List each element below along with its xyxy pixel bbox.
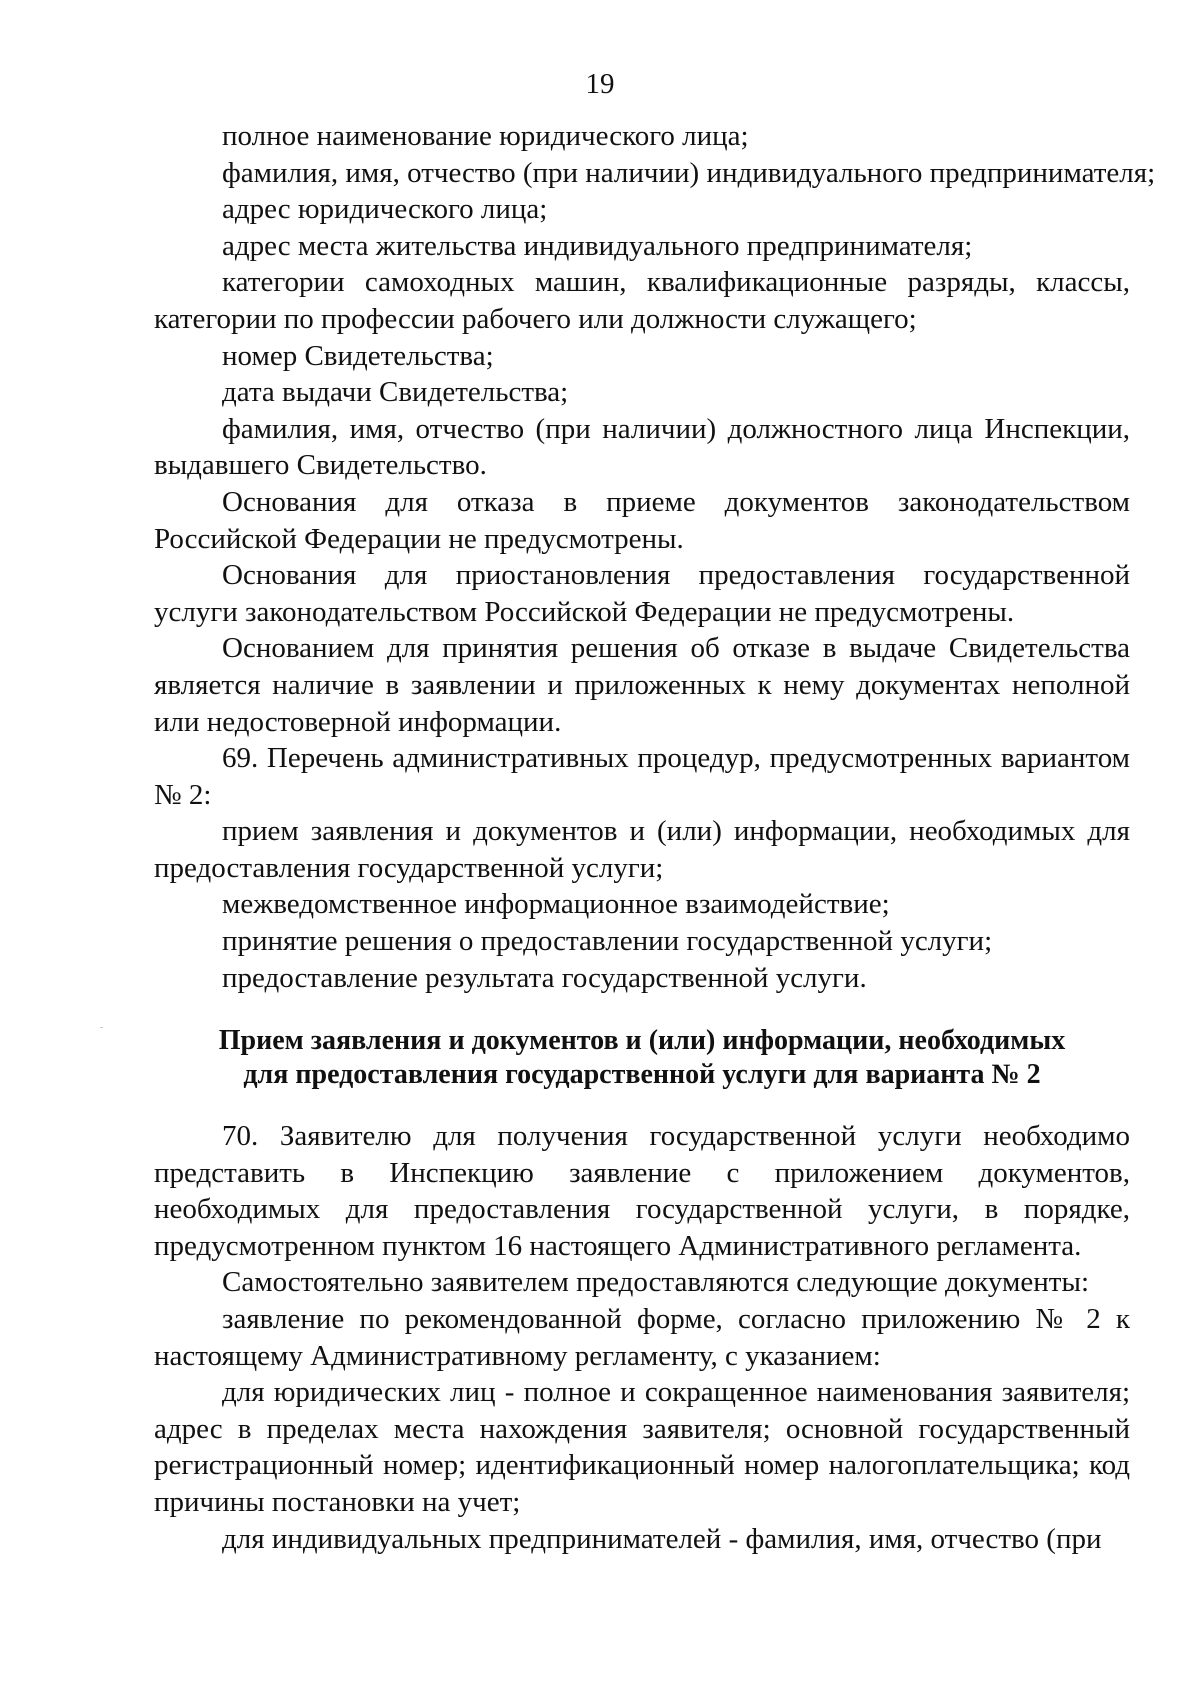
paragraph: Самостоятельно заявителем предоставляются следующие документы: (222, 1266, 1089, 1299)
paragraph: предоставление результата государственной услуги. (222, 961, 867, 994)
scan-mark (100, 1027, 103, 1028)
paragraph: межведомственное информационное взаимодействие; (222, 888, 890, 921)
paragraph: фамилия, имя, отчество (при наличии) индивидуального предпринимателя; (222, 156, 1156, 189)
paragraph: адрес юридического лица; (222, 193, 548, 226)
paragraph: 69. Перечень административных процедур, предусмотренных вариантом № 2: (154, 742, 1130, 811)
paragraph: заявление по рекомендованной форме, согласно приложению № 2 к настоящему Административному регламенту, с указанием: (154, 1302, 1130, 1372)
paragraph: для индивидуальных предпринимателей - фамилия, имя, отчество (при (222, 1522, 1102, 1555)
paragraph: фамилия, имя, отчество (при наличии) должностного лица Инспекции, выдавшего Свидетельство. (154, 412, 1130, 482)
paragraph: принятие решения о предоставлении государственной услуги; (222, 925, 993, 958)
paragraph: 70. Заявителю для получения государственной услуги необходимо представить в Инспекцию заявление с приложением документов, необходимых для предоставления государственной услуги, в порядке, предусмотренном пунктом 16 настоящего Административного регламента. (154, 1120, 1130, 1262)
paragraph: прием заявления и документов и (или) информации, необходимых для предоставления государственной услуги; (154, 815, 1130, 884)
paragraph: Основания для приостановления предоставления государственной услуги законодательством Российской Федерации не предусмотрены. (154, 559, 1130, 628)
body-text-after-heading (154, 1118, 1130, 1557)
page-number: 19 (585, 68, 615, 100)
paragraph: категории самоходных машин, квалификационные разряды, классы, категории по профессии рабочего или должности служащего; (154, 266, 1130, 335)
paragraph: дата выдачи Свидетельства; (222, 376, 569, 409)
heading-line-1: Прием заявления и документов и (или) информации, необходимых (218, 1025, 1066, 1056)
heading-line-2: для предоставления государственной услуги для варианта № 2 (243, 1059, 1041, 1090)
body-text-before-heading (154, 118, 1156, 996)
paragraph: полное наименование юридического лица; (222, 120, 749, 152)
section-heading (154, 1024, 1130, 1092)
paragraph: для юридических лиц - полное и сокращенное наименования заявителя; адрес в пределах места нахождения заявителя; основной государственный регистрационный номер; идентификационный номер налогоплательщика; код причины постановки на учет; (154, 1376, 1130, 1518)
paragraph: номер Свидетельства; (222, 339, 494, 372)
paragraph: адрес места жительства индивидуального предпринимателя; (222, 229, 973, 262)
paragraph: Основанием для принятия решения об отказе в выдаче Свидетельства является наличие в заявлении и приложенных к нему документах неполной или недостоверной информации. (154, 632, 1130, 738)
paragraph: Основания для отказа в приеме документов законодательством Российской Федерации не предусмотрены. (154, 485, 1130, 555)
